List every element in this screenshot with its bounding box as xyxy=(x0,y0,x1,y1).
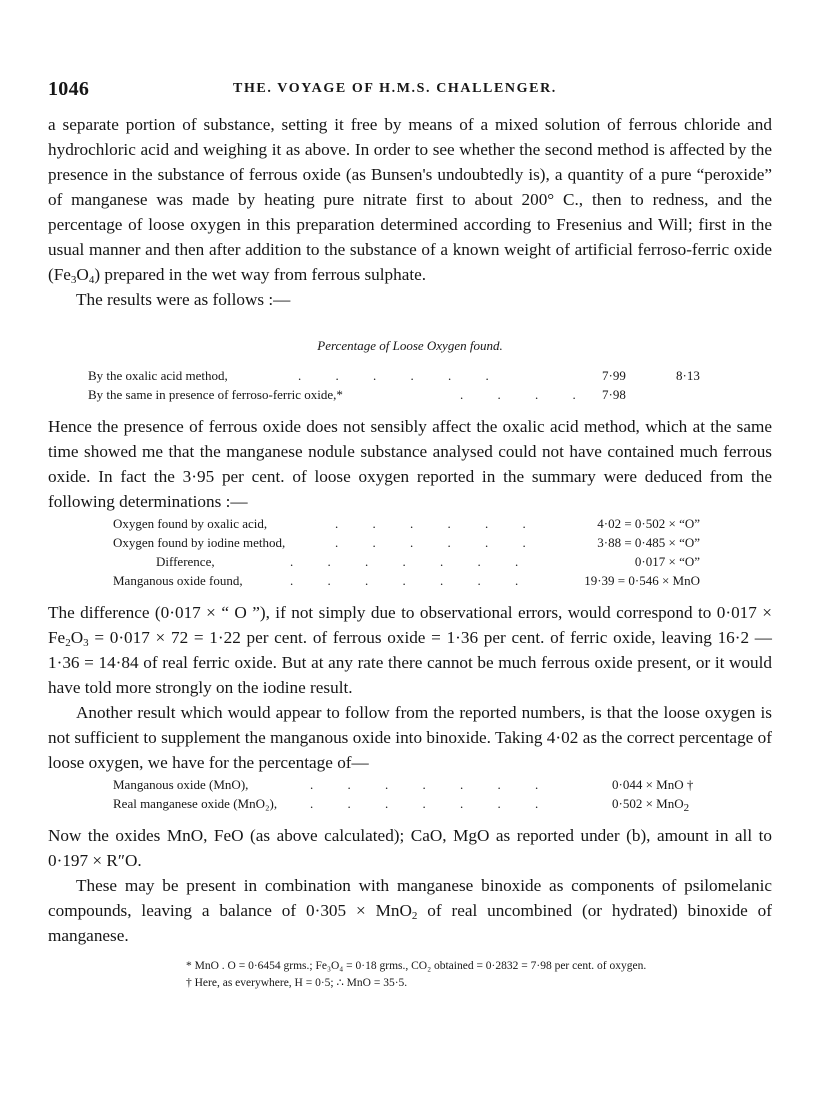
row-label: Manganous oxide (MnO), xyxy=(113,777,249,792)
table-2-row-2 xyxy=(48,533,772,552)
formula-subscript: 2 xyxy=(411,910,418,922)
table-2 xyxy=(48,514,772,590)
table-2-row-3 xyxy=(48,552,772,571)
row-label: Oxygen found by iodine method, xyxy=(113,535,286,550)
formula-part: O xyxy=(76,265,89,284)
table-3 xyxy=(48,775,772,813)
formula-fe3o4 xyxy=(48,265,94,284)
row-value: 0·017 × “O” xyxy=(634,554,700,569)
row-leader-dots: . . . . . . . xyxy=(310,796,539,811)
paragraph-2: The results were as follows :— xyxy=(76,290,291,309)
running-title: THE. VOYAGE OF H.M.S. CHALLENGER. xyxy=(233,81,557,96)
paragraph-1 xyxy=(48,112,772,287)
row-leader-dots: . . . . . . . xyxy=(290,554,519,569)
row-label: Manganous oxide found, xyxy=(113,573,243,588)
table-1-caption: Percentage of Loose Oxygen found. xyxy=(317,338,503,353)
paragraph-1-tail: ) prepared in the wet way from ferrous sulphate. xyxy=(94,265,427,284)
formula-part: O xyxy=(70,628,84,647)
paragraph-6: Now the oxides MnO, FeO (as above calculated); CaO, MgO as reported under (b), amount in all to 0·197 × R″O. xyxy=(48,826,772,870)
paragraph-7 xyxy=(48,873,772,948)
row-label: By the oxalic acid method, xyxy=(88,368,228,383)
formula-subscript: 2 xyxy=(65,637,71,649)
paragraph-4 xyxy=(48,600,772,700)
paragraph-3: Hence the presence of ferrous oxide does not sensibly affect the oxalic acid method, which at the same time showed me that the manganese nodule substance analysed could not have contained much ferrous oxide. In fact the 3·95 per cent. of loose oxygen reported in the summary were deduced from the following determinations :— xyxy=(48,417,772,511)
paragraph-7-text: These may be present in combination with manganese binoxide as components of psilomelanic compounds, leaving a balance of 0·305 × MnO xyxy=(48,876,772,920)
row-value-1: 7·99 xyxy=(602,368,626,383)
row-value: 3·88 = 0·485 × “O” xyxy=(597,535,700,550)
table-3-row-1 xyxy=(48,775,772,794)
formula-subscript: 4 xyxy=(88,274,95,286)
row-leader-dots: . . . . . . xyxy=(335,516,526,531)
row-label: Difference, xyxy=(156,554,215,569)
row-value-2: 8·13 xyxy=(676,368,700,383)
table-3-row-2 xyxy=(48,794,772,813)
row-leader-dots: . . . . . . xyxy=(298,368,489,383)
row-value: 4·02 = 0·502 × “O” xyxy=(597,516,700,531)
row-value: 0·044 × MnO † xyxy=(612,777,694,792)
row-value xyxy=(612,794,689,813)
formula-subscript: 3 xyxy=(83,637,89,649)
formula-part: (Fe xyxy=(48,265,71,284)
page-number: 1046 xyxy=(48,78,90,100)
row-leader-dots: . . . . . . xyxy=(335,535,526,550)
row-value: 19·39 = 0·546 × MnO xyxy=(584,573,700,588)
table-1-row-1 xyxy=(48,366,772,385)
row-leader-dots: . . . . xyxy=(460,387,576,402)
paragraph-7-tail: of real uncombined (or hydrated) binoxide of manganese. xyxy=(48,901,772,945)
row-label: Real manganese oxide (MnO₂), xyxy=(113,796,278,811)
table-1-row-2 xyxy=(48,385,772,404)
footnote-dagger: † Here, as everywhere, H = 0·5; ∴ MnO = 35·5. xyxy=(186,977,408,989)
page xyxy=(48,78,772,992)
row-label: Oxygen found by oxalic acid, xyxy=(113,516,268,531)
paragraph-4-tail: = 0·017 × 72 = 1·22 per cent. of ferrous oxide = 1·36 per cent. of ferric oxide, leaving 16·2 — 1·36 = 14·84 of real ferric oxide. But at any rate there cannot be much ferrous oxide present, or it would have told more strongly on the iodine result. xyxy=(48,628,772,697)
row-leader-dots: . . . . . . . xyxy=(310,777,539,792)
table-1 xyxy=(48,366,772,404)
formula-subscript: 3 xyxy=(70,274,77,286)
page-header xyxy=(48,78,772,102)
footnotes xyxy=(48,958,772,992)
formula-subscript: 2 xyxy=(683,802,690,814)
paragraph-4-text: The difference (0·017 × “ O ”), if not simply due to observational errors, would correspond to 0·017 × Fe xyxy=(48,603,772,647)
table-2-row-4 xyxy=(48,571,772,590)
table-2-row-1 xyxy=(48,514,772,533)
paragraph-1-text: a separate portion of substance, setting it free by means of a mixed solution of ferrous chloride and hydrochloric acid and weighing it as above. In order to see whether the second method is affected by the presence in the substance of ferrous oxide (as Bunsen's undoubtedly is), a quantity of a pure “peroxide” of manganese was made by heating pure nitrate first to about 200° C., then to redness, and the percentage of loose oxygen in this preparation determined according to Fresenius and Will; first in the usual manner and then after addition to the substance of a known weight of artificial ferroso-ferric oxide xyxy=(48,115,772,259)
row-leader-dots: . . . . . . . xyxy=(290,573,519,588)
paragraph-5: Another result which would appear to follow from the reported numbers, is that the loose oxygen is not sufficient to supplement the manganous oxide into binoxide. Taking 4·02 as the correct percentage of loose oxygen, we have for the percentage of— xyxy=(48,703,772,772)
row-label: By the same in presence of ferroso-ferric oxide,* xyxy=(88,387,343,402)
footnote-asterisk: * MnO . O = 0·6454 grms.; Fe₃O₄ = 0·18 grms., CO₂ obtained = 0·2832 = 7·98 per cent. of oxygen. xyxy=(186,960,647,972)
row-value-text: 0·502 × MnO xyxy=(612,796,684,811)
row-value-1: 7·98 xyxy=(602,387,626,402)
